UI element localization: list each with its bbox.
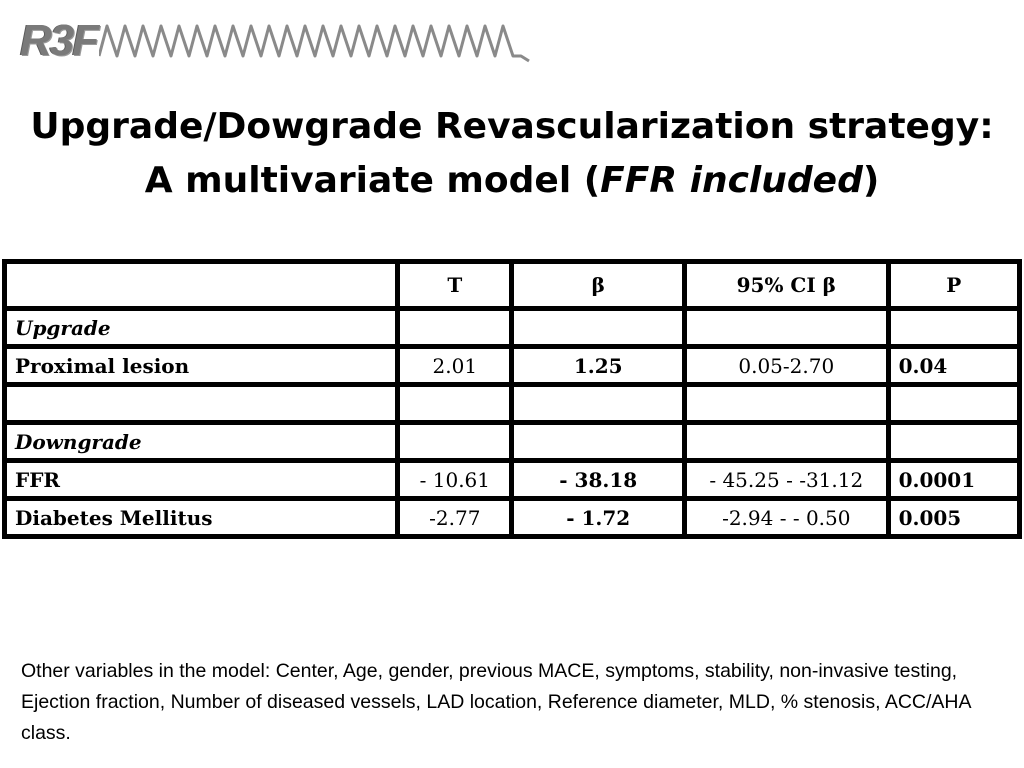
- section-label: Upgrade: [5, 309, 398, 347]
- cell-ci: [684, 385, 888, 423]
- cell-t: [398, 423, 512, 461]
- row-label: Diabetes Mellitus: [5, 499, 398, 537]
- header-cell-beta: β: [512, 262, 685, 309]
- cell-ci: 0.05-2.70: [684, 347, 888, 385]
- header-cell-p: P: [888, 262, 1019, 309]
- table-row-ffr: [5, 461, 1020, 499]
- cell-t: [398, 309, 512, 347]
- slide-title: [0, 100, 1024, 208]
- section-label: Downgrade: [5, 423, 398, 461]
- cell-p: [888, 423, 1019, 461]
- cell-p: 0.04: [888, 347, 1019, 385]
- cell-beta: [512, 385, 685, 423]
- row-label: [5, 385, 398, 423]
- cell-t: [398, 385, 512, 423]
- header-cell-label: [5, 262, 398, 309]
- cell-ci: -2.94 - - 0.50: [684, 499, 888, 537]
- table-row-downgrade: [5, 423, 1020, 461]
- cell-p: 0.0001: [888, 461, 1019, 499]
- footnote-text: Other variables in the model: Center, Age, gender, previous MACE, symptoms, stability, non-invasive testing, Ejection fraction, Number of diseased vessels, LAD location, Reference diameter, MLD, % stenosis, ACC/AHA class.: [21, 660, 971, 744]
- title-line-2: [0, 154, 1024, 208]
- title-line-2-italic: FFR included: [600, 160, 863, 201]
- cell-ci: [684, 423, 888, 461]
- cell-beta: - 38.18: [512, 461, 685, 499]
- title-line-1: Upgrade/Dowgrade Revascularization strategy:: [30, 106, 994, 147]
- cell-beta: - 1.72: [512, 499, 685, 537]
- title-line-2-suffix: ): [862, 160, 880, 201]
- cell-t: -2.77: [398, 499, 512, 537]
- table-header-row: [5, 262, 1020, 309]
- table-row-blank: [5, 385, 1020, 423]
- cell-beta: [512, 309, 685, 347]
- header-cell-ci: 95% CI β: [684, 262, 888, 309]
- cell-beta: [512, 423, 685, 461]
- cell-t: - 10.61: [398, 461, 512, 499]
- logo-text: R3F: [20, 16, 98, 65]
- table-row-proximal-lesion: [5, 347, 1020, 385]
- table-row-upgrade: [5, 309, 1020, 347]
- r3f-logo: [20, 10, 539, 72]
- cell-ci: - 45.25 - -31.12: [684, 461, 888, 499]
- row-label: Proximal lesion: [5, 347, 398, 385]
- row-label: FFR: [5, 461, 398, 499]
- title-line-2-prefix: A multivariate model (: [144, 160, 601, 201]
- cell-ci: [684, 309, 888, 347]
- results-table: [2, 259, 1022, 539]
- cell-p: [888, 385, 1019, 423]
- table-row-diabetes-mellitus: [5, 499, 1020, 537]
- cell-p: 0.005: [888, 499, 1019, 537]
- cell-t: 2.01: [398, 347, 512, 385]
- header-cell-t: T: [398, 262, 512, 309]
- cell-beta: 1.25: [512, 347, 685, 385]
- cell-p: [888, 309, 1019, 347]
- ecg-wave-icon: [99, 16, 539, 66]
